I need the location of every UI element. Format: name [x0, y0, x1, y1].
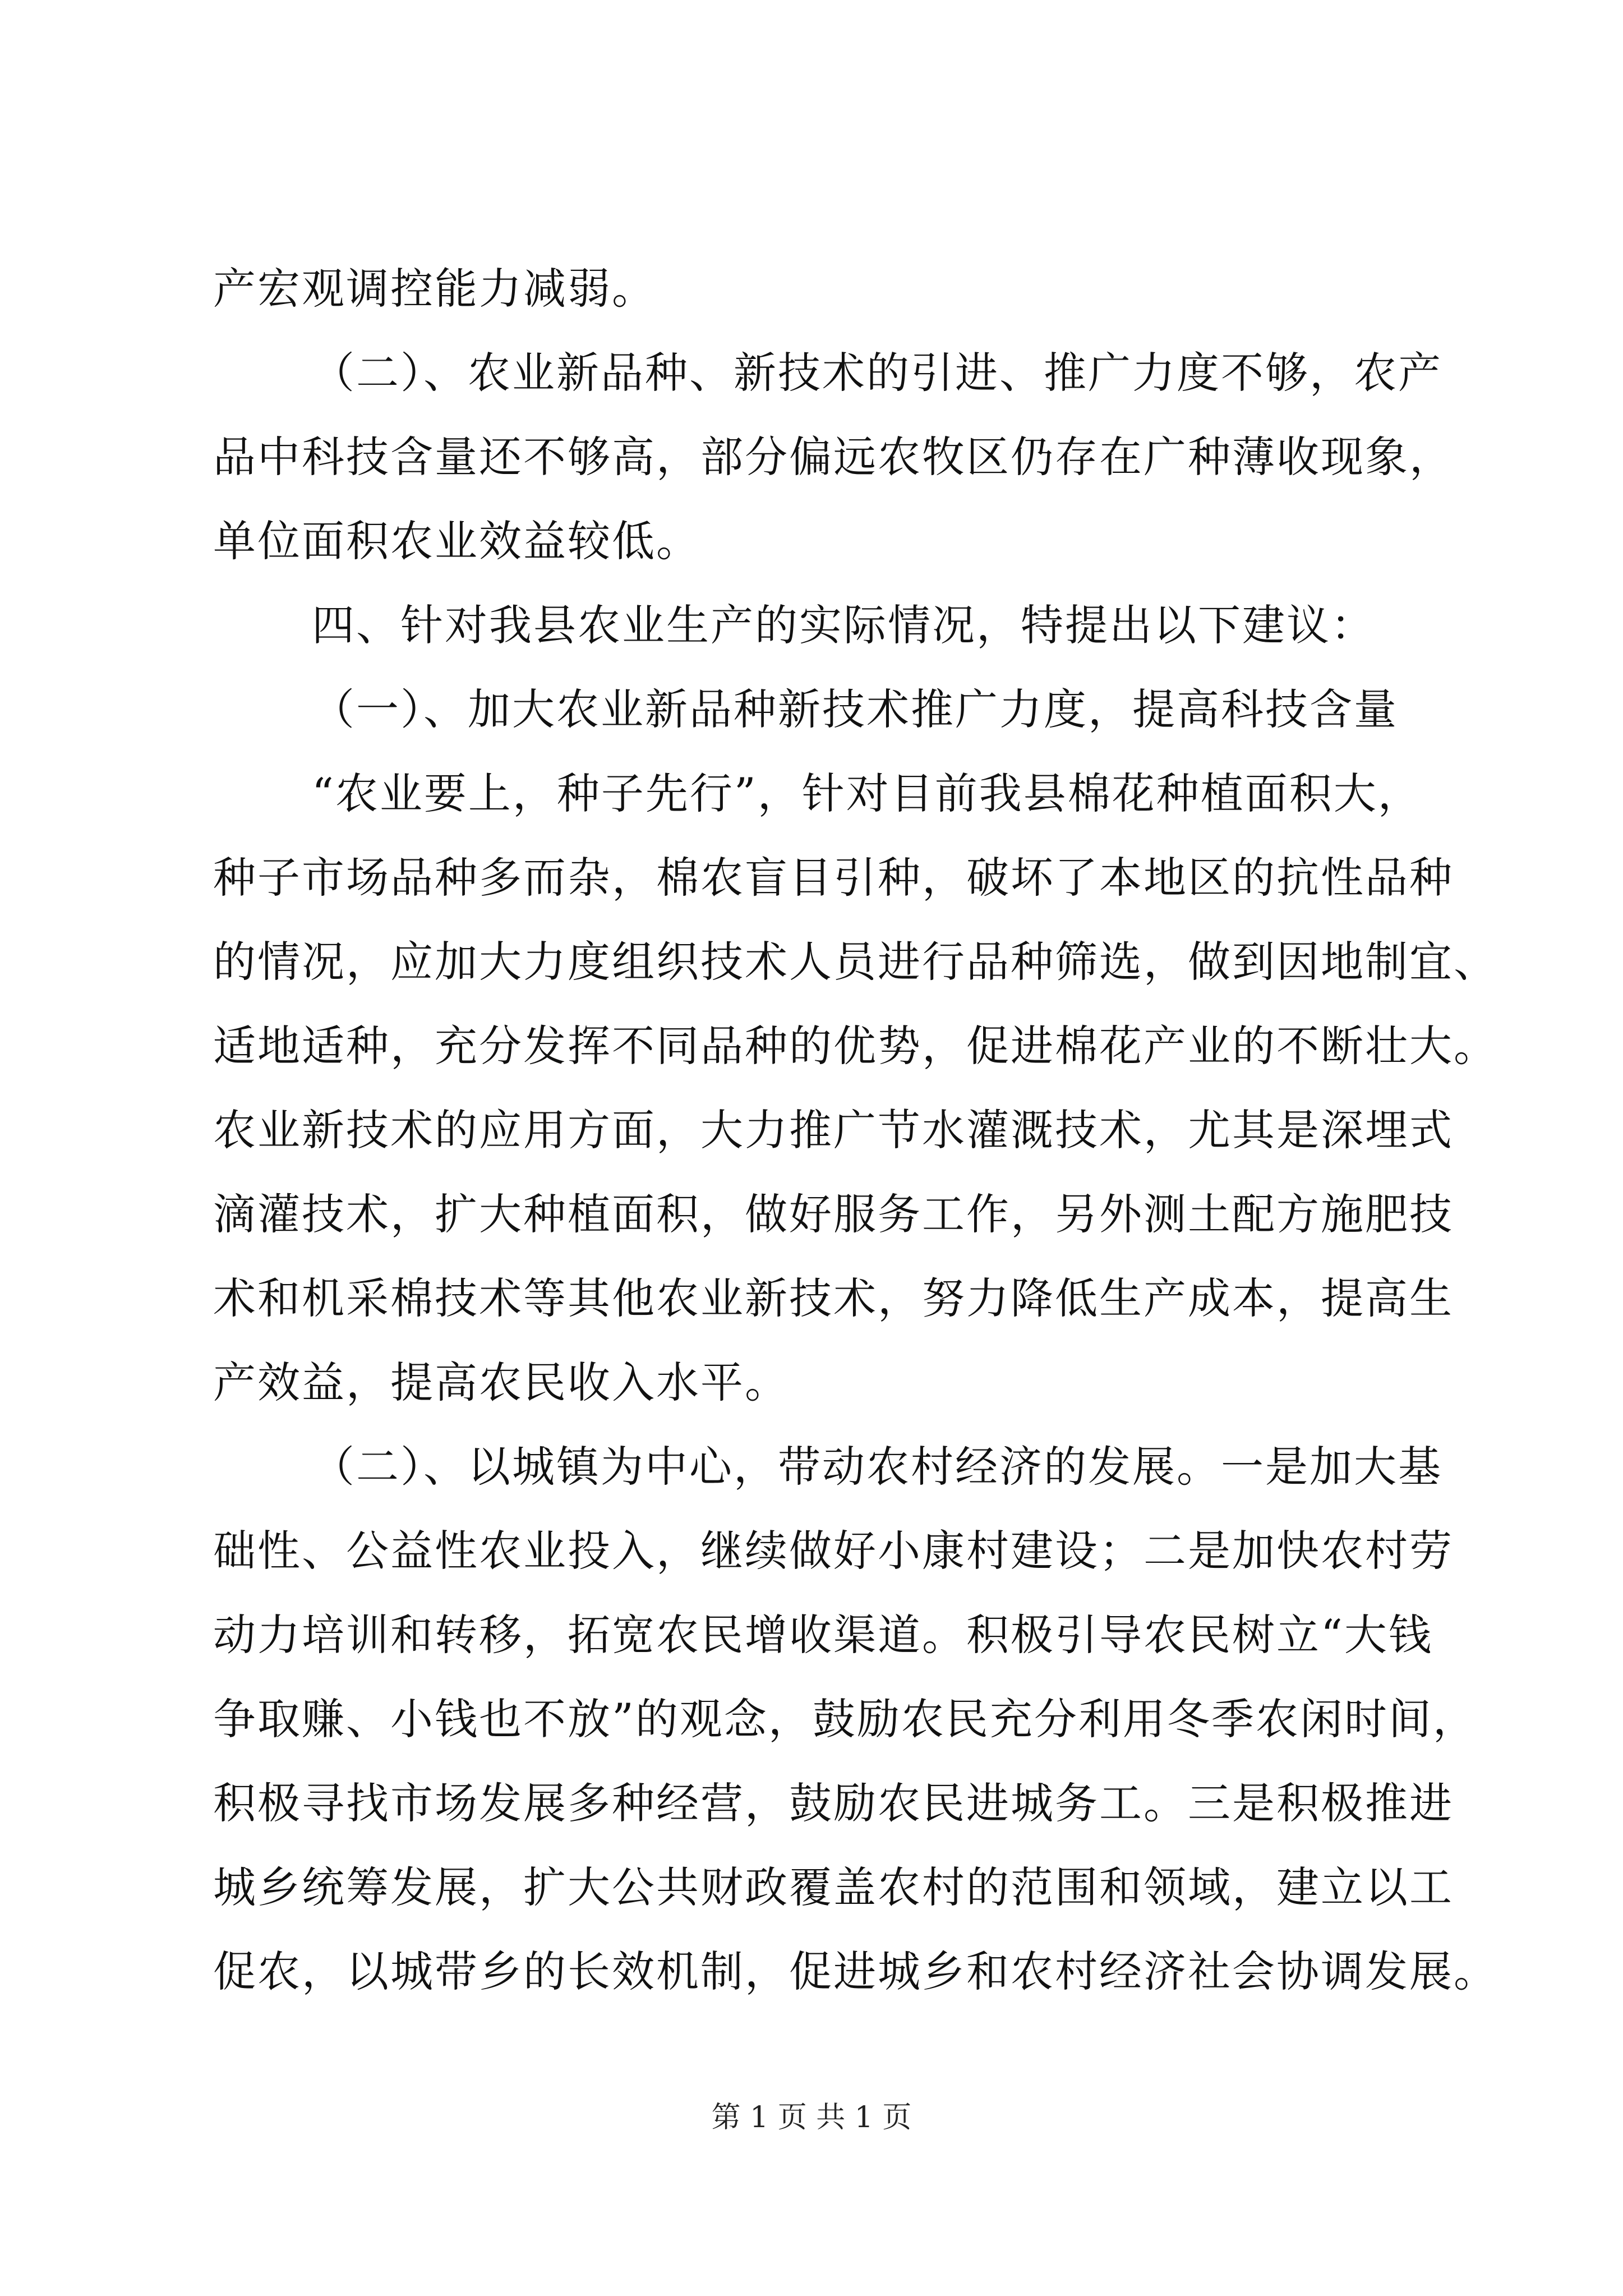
document-body — [213, 247, 1498, 2014]
subsection-heading: （一）、加大农业新品种新技术推广力度，提高科技含量 — [312, 684, 1398, 734]
paragraph-line: （二）、农业新品种、新技术的引进、推广力度不够，农产 — [312, 348, 1442, 398]
paragraph-line: 促农，以城带乡的长效机制，促进城乡和农村经济社会协调发展。 — [213, 1947, 1498, 1996]
section-heading: 四、针对我县农业生产的实际情况，特提出以下建议： — [312, 600, 1375, 650]
paragraph-line: 础性、公益性农业投入，继续做好小康村建设；二是加快农村劳 — [213, 1526, 1454, 1576]
paragraph-line: 的情况，应加大力度组织技术人员进行品种筛选，做到因地制宜、 — [213, 937, 1498, 987]
paragraph-line: “农业要上，种子先行”，针对目前我县棉花种植面积大， — [312, 769, 1422, 818]
page-number-footer: 第 1 页 共 1 页 — [711, 2101, 912, 2134]
paragraph-line: 城乡统筹发展，扩大公共财政覆盖农村的范围和领域，建立以工 — [213, 1862, 1454, 1912]
paragraph-line: 产效益，提高农民收入水平。 — [213, 1358, 789, 1407]
paragraph-line: 动力培训和转移，拓宽农民增收渠道。积极引导农民树立“大钱 — [213, 1610, 1433, 1660]
paragraph-line: 产宏观调控能力减弱。 — [213, 264, 656, 314]
paragraph-line: 滴灌技术，扩大种植面积，做好服务工作，另外测土配方施肥技 — [213, 1189, 1454, 1239]
paragraph-line: 积极寻找市场发展多种经营，鼓励农民进城务工。三是积极推进 — [213, 1778, 1454, 1828]
paragraph-line: 争取赚、小钱也不放”的观念，鼓励农民充分利用冬季农闲时间， — [213, 1694, 1477, 1744]
paragraph-line: （二）、以城镇为中心，带动农村经济的发展。一是加大基 — [312, 1442, 1442, 1492]
paragraph-line: 农业新技术的应用方面，大力推广节水灌溉技术，尤其是深埋式 — [213, 1105, 1454, 1155]
paragraph-line: 单位面积农业效益较低。 — [213, 516, 700, 566]
paragraph-line: 适地适种，充分发挥不同品种的优势，促进棉花产业的不断壮大。 — [213, 1021, 1498, 1071]
paragraph-line: 术和机采棉技术等其他农业新技术，努力降低生产成本，提高生 — [213, 1273, 1454, 1323]
paragraph-line: 品中科技含量还不够高，部分偏远农牧区仍存在广种薄收现象， — [213, 432, 1454, 482]
paragraph-line: 种子市场品种多而杂，棉农盲目引种，破坏了本地区的抗性品种 — [213, 853, 1454, 903]
